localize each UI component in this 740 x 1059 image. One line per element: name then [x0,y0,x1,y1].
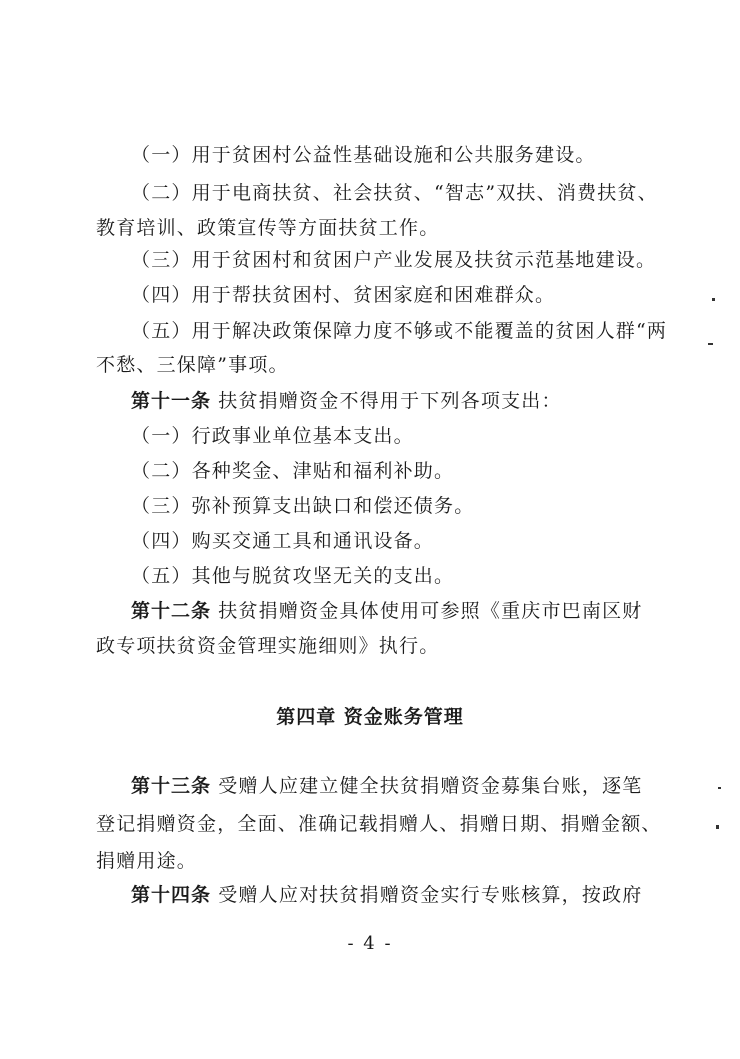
expense-item-3: （三）弥补预算支出缺口和偿还债务。 [131,495,475,517]
purpose-item-1: （一）用于贫困村公益性基础设施和公共服务建设。 [131,144,596,166]
article-12-line1: 扶贫捐赠资金具体使用可参照《重庆市巴南区财 [218,600,643,622]
article-13-line2: 登记捐赠资金，全面、准确记载捐赠人、捐赠日期、捐赠金额、 [96,813,662,835]
purpose-item-2-cont: 教育培训、政策宣传等方面扶贫工作。 [96,217,440,239]
purpose-item-5-cont: 不愁、三保障”事项。 [96,354,289,376]
article-11-text: 扶贫捐赠资金不得用于下列各项支出： [218,390,562,412]
page-number: - 4 - [347,933,393,954]
article-13 [131,774,642,798]
purpose-item-3: （三）用于贫困村和贫困户产业发展及扶贫示范基地建设。 [131,249,657,271]
scan-speck [712,298,715,301]
article-13-line3: 捐赠用途。 [96,850,198,872]
expense-item-5: （五）其他与脱贫攻坚无关的支出。 [131,565,455,587]
purpose-item-4: （四）用于帮扶贫困村、贫困家庭和困难群众。 [131,284,556,306]
expense-item-2: （二）各种奖金、津贴和福利补助。 [131,460,455,482]
article-14-line1: 受赠人应对扶贫捐赠资金实行专账核算，按政府 [218,884,643,906]
scan-speck [708,343,713,345]
article-13-line1: 受赠人应建立健全扶贫捐赠资金募集台账，逐笔 [218,775,643,797]
article-12-heading: 第十二条 [131,600,212,622]
article-14-heading: 第十四条 [131,884,212,906]
article-12 [131,599,642,623]
expense-item-4: （四）购买交通工具和通讯设备。 [131,530,435,552]
purpose-item-5: （五）用于解决政策保障力度不够或不能覆盖的贫困人群“两 [131,320,668,342]
purpose-item-2: （二）用于电商扶贫、社会扶贫、“智志”双扶、消费扶贫、 [131,182,658,204]
article-12-line2: 政专项扶贫资金管理实施细则》执行。 [96,635,440,657]
article-13-heading: 第十三条 [131,775,212,797]
article-11 [131,389,562,413]
expense-item-1: （一）行政事业单位基本支出。 [131,425,414,447]
chapter-title: 第四章 资金账务管理 [276,706,464,728]
article-11-heading: 第十一条 [131,390,212,412]
article-14 [131,883,642,907]
scan-speck [716,825,719,829]
scan-speck [718,787,721,789]
